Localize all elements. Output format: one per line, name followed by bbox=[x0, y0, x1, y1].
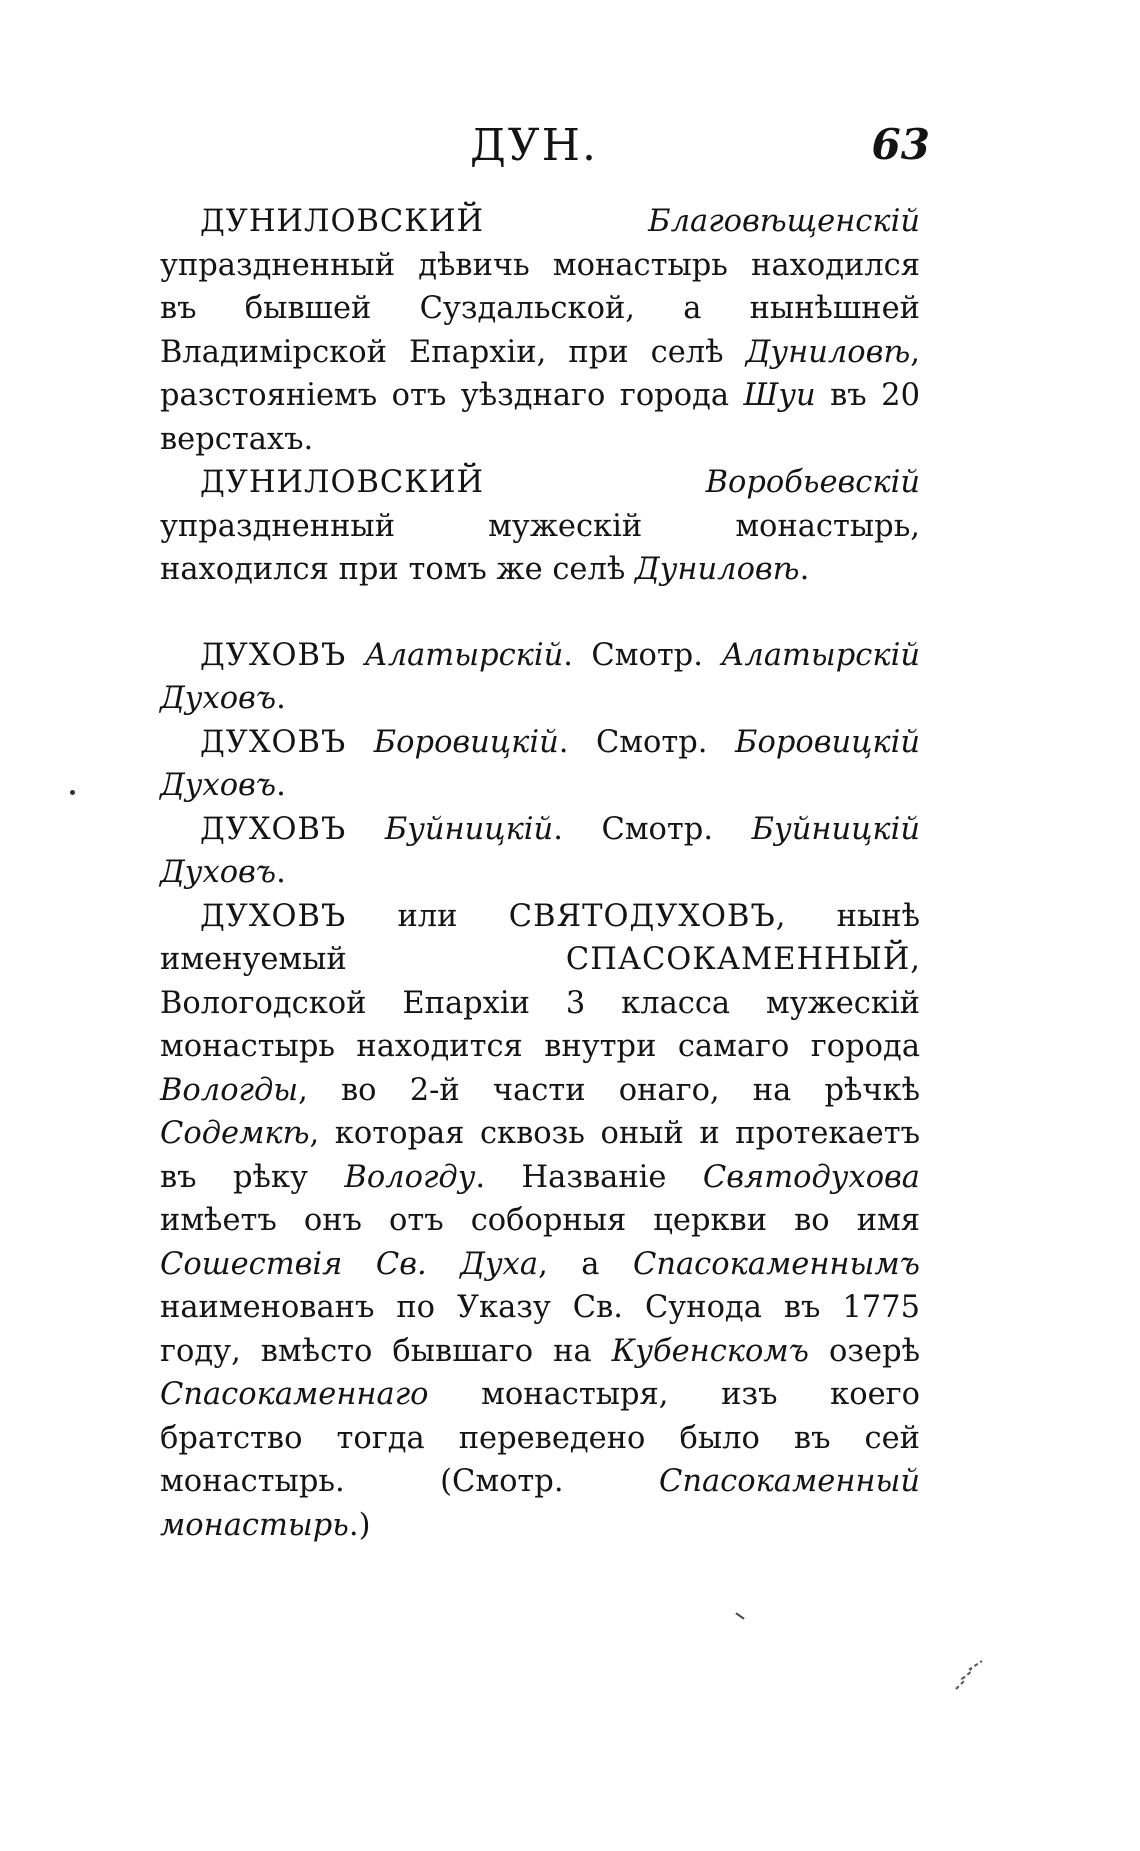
epithet: Благовѣщенскій bbox=[648, 204, 920, 239]
entry-dukhov-alatyrsky bbox=[160, 634, 920, 721]
entry-text: , которая сквозь оный и протекаетъ въ рѣку bbox=[160, 1116, 920, 1195]
entry-text: . bbox=[276, 681, 286, 716]
entry-text: .) bbox=[348, 1507, 371, 1543]
lake-name: Кубенскомъ bbox=[611, 1333, 809, 1369]
cross-reference: Алатырскій Духовъ bbox=[160, 637, 920, 716]
place-name: Дуниловѣ bbox=[634, 552, 800, 587]
monastery-name: Спасокаменнымъ bbox=[633, 1246, 920, 1282]
headword: ДУНИЛОВСКИЙ bbox=[200, 204, 485, 239]
cross-reference: Спасокаменный монастырь bbox=[160, 1464, 920, 1543]
entry-text: . bbox=[276, 855, 286, 890]
place-name: Дуниловѣ bbox=[745, 334, 911, 370]
epithet: Воробьевскій bbox=[705, 465, 920, 500]
city-name: Шуи bbox=[743, 378, 816, 413]
headword-alt: СВЯТОДУХОВЪ bbox=[508, 898, 776, 934]
print-speck bbox=[735, 1612, 744, 1619]
entry-dukhov-svyatodukhov bbox=[160, 895, 920, 1548]
entry-text: . Смотр. bbox=[558, 724, 736, 760]
church-dedication: Сошествія Св. Духа bbox=[160, 1246, 539, 1282]
headword: ДУХОВЪ bbox=[200, 811, 347, 847]
entry-text: имѣетъ онъ отъ соборныя церкви во имя bbox=[160, 1203, 920, 1238]
headword: ДУХОВЪ bbox=[200, 637, 347, 673]
river-name: Содемкѣ bbox=[160, 1116, 310, 1151]
epithet: Буйницкій bbox=[384, 811, 554, 847]
entry-text: , нынѣ именуемый bbox=[160, 898, 920, 977]
entry-text: . Названіе bbox=[475, 1159, 703, 1195]
entry-text: или bbox=[346, 898, 509, 934]
entry-text: въ 20 верстахъ. bbox=[160, 378, 920, 457]
pencil-mark-icon bbox=[950, 1655, 990, 1695]
headword: ДУНИЛОВСКИЙ bbox=[200, 465, 485, 500]
entry-text: наименованъ по Указу Св. Сунода въ 1775 году, вмѣсто бывшаго на bbox=[160, 1290, 920, 1369]
cross-reference: Боровицкій Духовъ bbox=[160, 724, 920, 803]
entry-dunilovsky-blagoveshchensky bbox=[160, 200, 920, 461]
dictionary-body bbox=[160, 200, 920, 1547]
entry-text: , а bbox=[538, 1246, 633, 1282]
entry-dukhov-borovitsky bbox=[160, 721, 920, 808]
page-number: 63 bbox=[871, 120, 930, 169]
entry-text: . Смотр. bbox=[553, 811, 752, 847]
entry-text: , разстояніемъ отъ уѣзднаго города bbox=[160, 334, 920, 413]
page-header bbox=[160, 120, 950, 180]
entry-dukhov-buynitsky bbox=[160, 808, 920, 895]
monastery-name: Святодухова bbox=[702, 1159, 920, 1195]
headword: ДУХОВЪ bbox=[200, 898, 347, 934]
entry-text: упраздненный мужескій монастырь, находился при томъ же селѣ bbox=[160, 508, 920, 587]
entry-text: , Вологодской Епархіи 3 класса мужескій монастырь находится внутри самаго города bbox=[160, 942, 920, 1064]
headword-alt: СПАСОКАМЕННЫЙ bbox=[565, 942, 911, 977]
entry-text: . Смотр. bbox=[563, 637, 722, 673]
epithet: Алатырскій bbox=[364, 637, 564, 673]
monastery-name: Спасокаменнаго bbox=[160, 1377, 429, 1412]
entry-text: , во 2-й части онаго, на рѣчкѣ bbox=[298, 1072, 920, 1108]
entry-text: . bbox=[799, 552, 810, 587]
print-speck bbox=[70, 790, 75, 795]
entry-text: монастыря, изъ коего братство тогда переведено было въ сей монастырь. (Смотр. bbox=[160, 1377, 920, 1499]
entry-text: . bbox=[276, 768, 286, 803]
running-head: ДУН. bbox=[470, 120, 598, 171]
river-name: Вологду bbox=[344, 1159, 476, 1195]
entry-text: упраздненный дѣвичь монастырь находился въ бывшей Суздальской, а нынѣшней Владимірской Епархіи, при селѣ bbox=[160, 247, 920, 370]
headword: ДУХОВЪ bbox=[200, 724, 347, 760]
epithet: Боровицкій bbox=[373, 724, 559, 760]
cross-reference: Буйницкій Духовъ bbox=[160, 811, 920, 890]
city-name: Вологды bbox=[160, 1072, 299, 1108]
entry-dunilovsky-vorobyevsky bbox=[160, 461, 920, 592]
entry-text: озерѣ bbox=[809, 1333, 920, 1369]
